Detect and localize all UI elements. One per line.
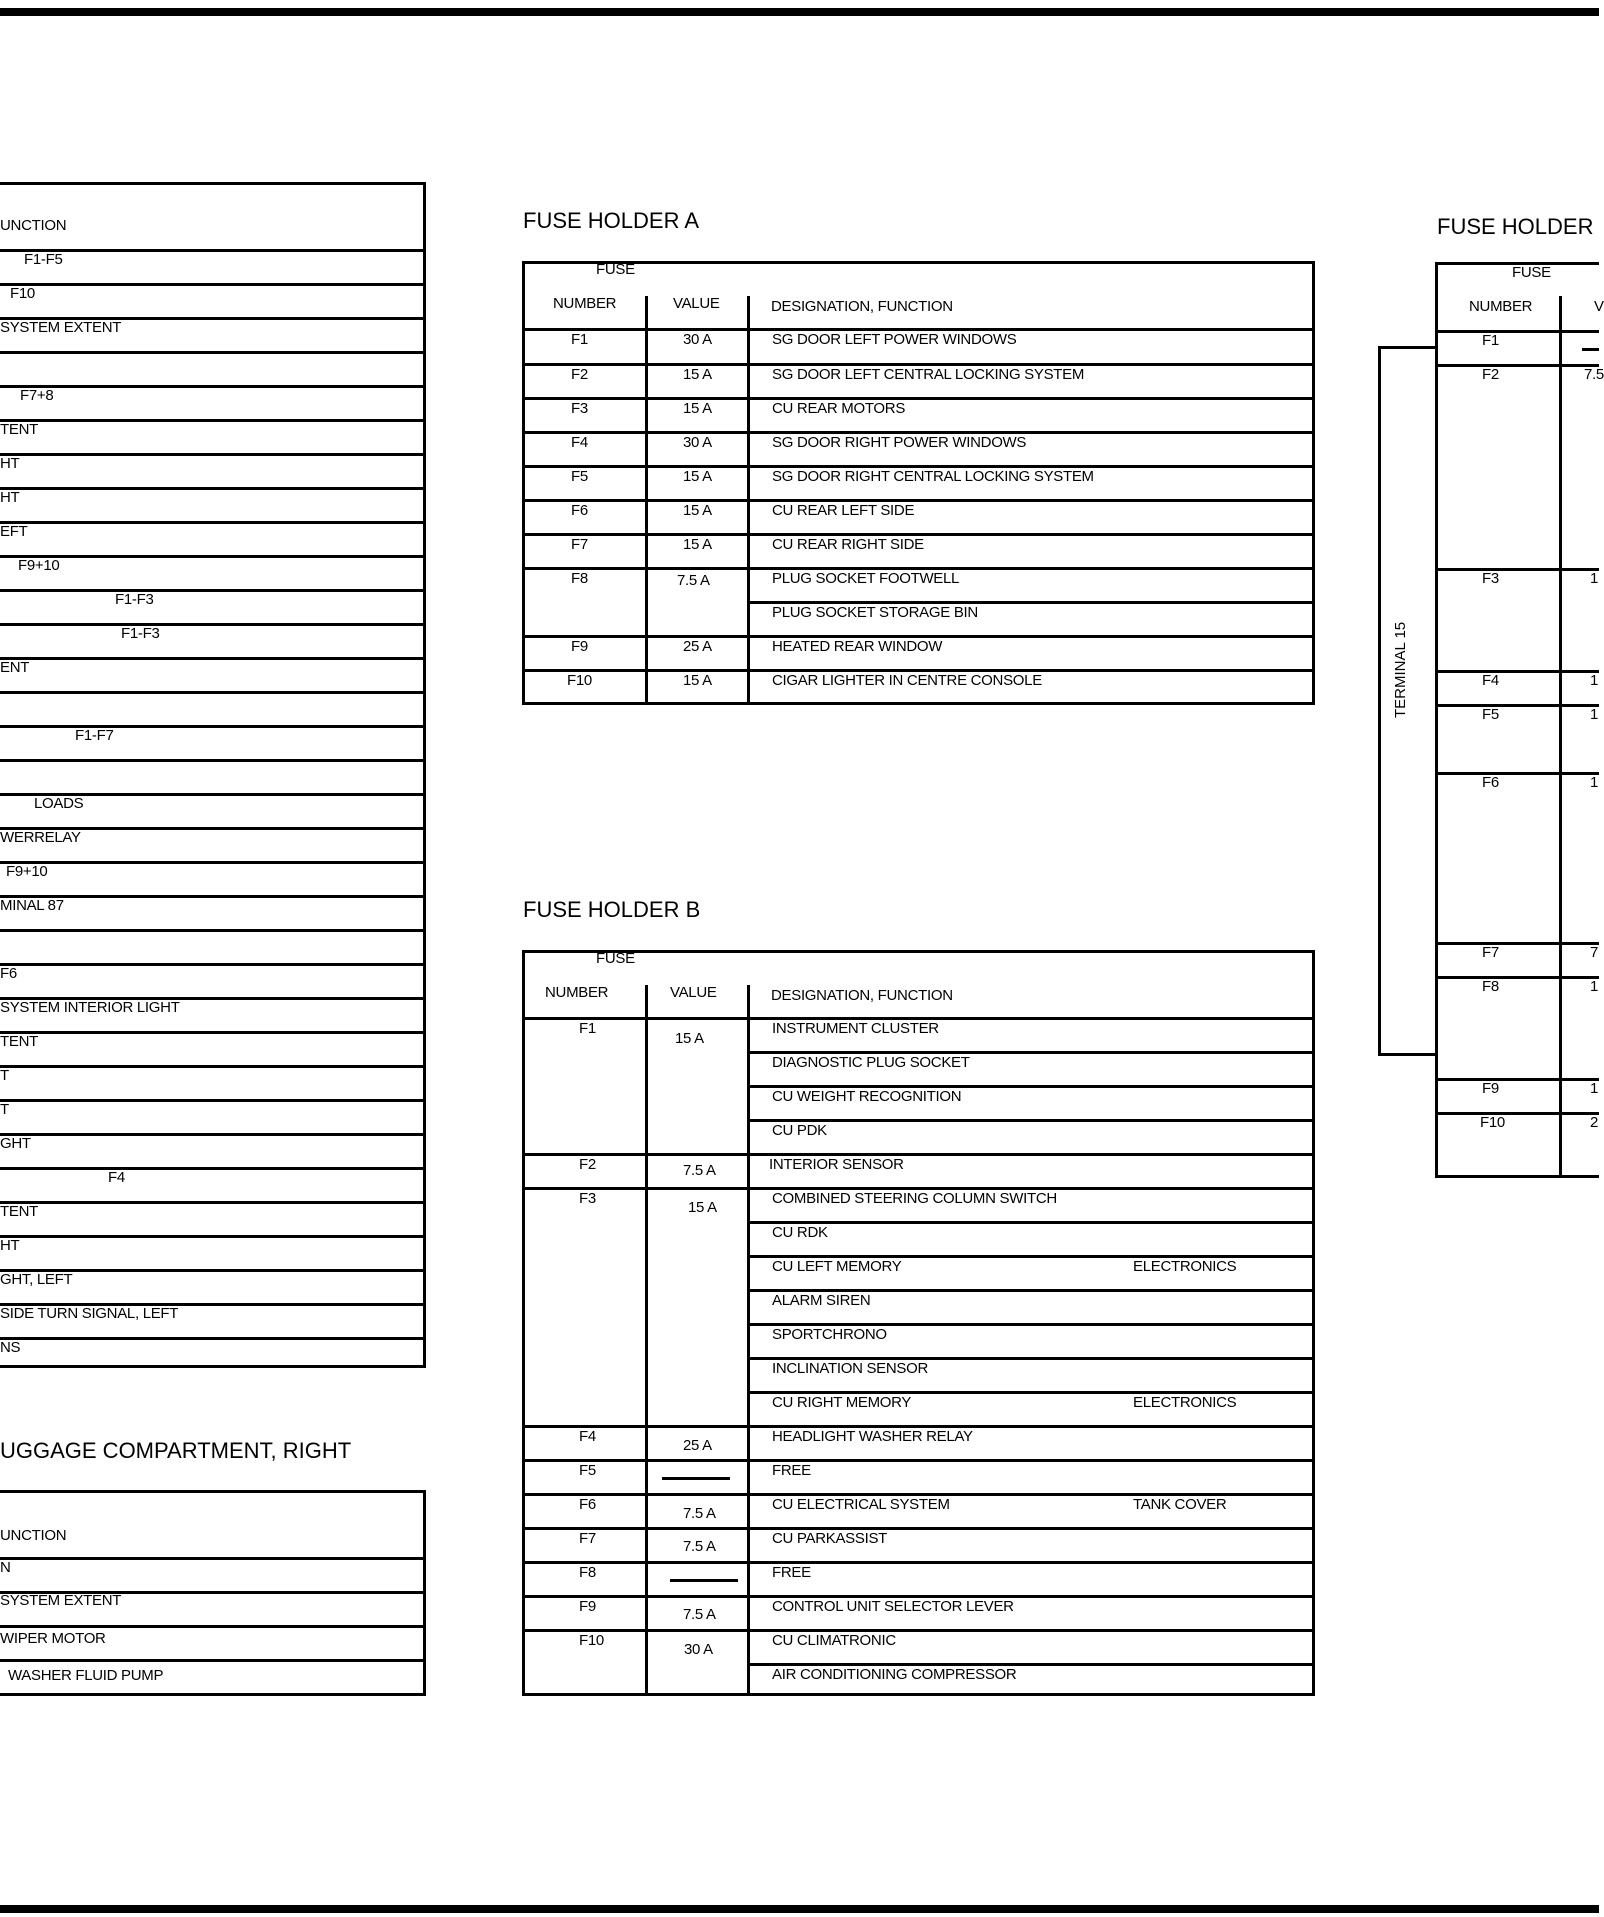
fuse-number: F2 [1482,366,1499,383]
fuse-number: F8 [1482,978,1499,995]
row-divider [0,725,426,728]
left-table-cell: SIDE TURN SIGNAL, LEFT [0,1305,179,1322]
fuse-designation: SG DOOR LEFT POWER WINDOWS [772,331,1017,348]
fuse-designation: CU WEIGHT RECOGNITION [772,1088,962,1105]
row-divider [0,691,426,694]
row-divider [522,1527,1315,1530]
row-divider [0,283,426,286]
fuse-number: F7 [1482,944,1499,961]
fuse-value-partial: 1 [1590,1080,1599,1097]
left-table-header: UNCTION [0,217,67,234]
row-divider [522,1153,1315,1156]
fuse-designation: CU REAR LEFT SIDE [772,502,915,519]
row-divider [1435,1112,1599,1115]
fuse-number: F8 [571,570,588,587]
fuse-value-partial: 1 [1590,978,1599,995]
fuse-number: F2 [579,1156,596,1173]
left-table-cell: F7+8 [20,387,54,404]
left-bottom-cell: WASHER FLUID PUMP [8,1667,164,1684]
row-divider [1435,568,1599,571]
fuse-number: F5 [1482,706,1499,723]
left-bottom-header: UNCTION [0,1527,67,1544]
fuse-designation: CIGAR LIGHTER IN CENTRE CONSOLE [772,672,1042,689]
fuse-designation: INTERIOR SENSOR [769,1156,904,1173]
row-divider [0,1031,426,1034]
fuse-number: F1 [1482,332,1499,349]
fuse-number: F1 [579,1020,596,1037]
terminal-bracket-bottom [1378,1053,1438,1056]
row-divider [0,1337,426,1340]
row-divider [0,1133,426,1136]
row-divider [522,702,1315,705]
left-table-cell: F1-F5 [24,251,63,268]
left-table-cell: F10 [10,285,35,302]
row-divider [522,1561,1315,1564]
fuse-designation: CU PDK [772,1122,827,1139]
fuse-designation: FREE [772,1564,811,1581]
fuse-value: 15 A [683,672,712,689]
fuse-number: F3 [1482,570,1499,587]
fuse-b-designation-header: DESIGNATION, FUNCTION [771,987,953,1004]
fuse-a-designation-header: DESIGNATION, FUNCTION [771,298,953,315]
fuse-value-partial: 1 [1590,570,1599,587]
fuse-number: F3 [571,400,588,417]
fuse-designation: INSTRUMENT CLUSTER [772,1020,939,1037]
free-dash [670,1579,738,1582]
fuse-designation: HEATED REAR WINDOW [772,638,943,655]
left-bottom-cell: WIPER MOTOR [0,1630,106,1647]
fuse-number: F6 [1482,774,1499,791]
fuse-number: F4 [579,1428,596,1445]
left-table-cell: T [0,1067,9,1084]
fuse-designation: CONTROL UNIT SELECTOR LEVER [772,1598,1014,1615]
row-divider [1435,670,1599,673]
fuse-designation: CU CLIMATRONIC [772,1632,896,1649]
bottom-border [0,1905,1599,1913]
fuse-number: F10 [1480,1114,1505,1131]
left-table-cell: F4 [108,1169,125,1186]
fuse-number: F10 [567,672,592,689]
fuse-a-fuse-header: FUSE [596,261,635,278]
left-table-cell: TENT [0,1203,38,1220]
left-table-cell: MINAL 87 [0,897,64,914]
electronics-label: ELECTRONICS [1133,1394,1237,1411]
left-table-cell: ENT [0,659,30,676]
left-table-cell: F1-F3 [121,625,160,642]
row-divider [0,1693,426,1696]
row-divider [0,487,426,490]
terminal-15-label: TERMINAL 15 [1392,621,1409,718]
fuse-value: 15 A [683,468,712,485]
fuse-value: 15 A [683,536,712,553]
fuse-designation: CU REAR RIGHT SIDE [772,536,924,553]
fuse-number: F3 [579,1190,596,1207]
row-divider [1435,942,1599,945]
fuse-value: 7.5 A [683,1162,716,1179]
fuse-designation: CU REAR MOTORS [772,400,906,417]
fuse-c-number-header: NUMBER [1469,298,1533,315]
fuse-value: 25 A [683,1437,712,1454]
left-bottom-cell: N [0,1559,11,1576]
row-divider [0,895,426,898]
row-divider [0,453,426,456]
row-divider [0,1167,426,1170]
row-divider [0,385,426,388]
fuse-c-fuse-header: FUSE [1512,264,1551,281]
fuse-number: F4 [1482,672,1499,689]
terminal-bracket-top [1378,346,1438,349]
fuse-designation: SG DOOR RIGHT CENTRAL LOCKING SYSTEM [772,468,1094,485]
fuse-value-partial: 1 [1590,672,1599,689]
fuse-value-partial: 1 [1590,706,1599,723]
left-table-cell: F9+10 [18,557,60,574]
row-divider [0,861,426,864]
row-divider [1435,704,1599,707]
fuse-number: F6 [571,502,588,519]
fuse-value: 7.5 A [677,572,710,589]
row-divider [0,1099,426,1102]
fuse-designation: CU RIGHT MEMORY [772,1394,912,1411]
fuse-value: 30 A [683,331,712,348]
fuse-number: F1 [571,331,588,348]
fuse-value: 30 A [683,434,712,451]
left-table-cell: F1-F3 [115,591,154,608]
fuse-value-partial: 7.5 [1584,366,1604,383]
row-divider [0,759,426,762]
row-divider [0,623,426,626]
row-divider [1435,772,1599,775]
fuse-value: 30 A [684,1641,713,1658]
left-table-cell: GHT [0,1135,31,1152]
fuse-value: 25 A [683,638,712,655]
left-table-cell: SYSTEM INTERIOR LIGHT [0,999,180,1016]
fuse-value: 15 A [683,502,712,519]
left-table-cell: LOADS [34,795,84,812]
free-dash [662,1477,730,1480]
fuse-value: 15 A [683,366,712,383]
row-divider [0,1659,426,1662]
left-bottom-cell: SYSTEM EXTENT [0,1592,122,1609]
fuse-number: F5 [579,1462,596,1479]
left-table-cell: HT [0,1237,20,1254]
fuse-value: 15 A [688,1199,717,1216]
fuse-designation: COMBINED STEERING COLUMN SWITCH [772,1190,1057,1207]
fuse-number: F9 [571,638,588,655]
row-divider [747,1221,1315,1224]
fuse-value: 7.5 A [683,1606,716,1623]
fuse-designation: SG DOOR LEFT CENTRAL LOCKING SYSTEM [772,366,1085,383]
fuse-designation: HEADLIGHT WASHER RELAY [772,1428,973,1445]
fuse-a-number-header: NUMBER [553,295,617,312]
row-divider [0,1065,426,1068]
fuse-designation: DIAGNOSTIC PLUG SOCKET [772,1054,970,1071]
row-divider [1435,364,1599,367]
fuse-number: F9 [1482,1080,1499,1097]
row-divider [0,1625,426,1628]
row-divider [0,1557,426,1560]
fuse-designation: CU RDK [772,1224,828,1241]
fuse-number: F9 [579,1598,596,1615]
row-divider [0,589,426,592]
fuse-value: 7.5 A [683,1538,716,1555]
fuse-holder-b-title: FUSE HOLDER B [523,897,701,922]
fuse-designation: PLUG SOCKET STORAGE BIN [772,604,978,621]
fuse-c-value-header: V [1594,298,1604,315]
left-table-cell: GHT, LEFT [0,1271,73,1288]
left-table-cell: F9+10 [6,863,48,880]
fuse-value: 15 A [683,400,712,417]
row-divider [0,1235,426,1238]
left-table-cell: WERRELAY [0,829,81,846]
electronics-label: ELECTRONICS [1133,1258,1237,1275]
row-divider [0,351,426,354]
fuse-value-partial: 7 [1590,944,1599,961]
fuse-designation: CU ELECTRICAL SYSTEM [772,1496,950,1513]
left-table-cell: F1-F7 [75,727,114,744]
left-table-cell: SYSTEM EXTENT [0,319,122,336]
terminal-bracket-side [1378,346,1381,1056]
left-table-cell: F6 [0,965,17,982]
fuse-designation: FREE [772,1462,811,1479]
fuse-designation: INCLINATION SENSOR [772,1360,929,1377]
row-divider [1435,330,1599,333]
row-divider [0,249,426,252]
left-table-cell: TENT [0,1033,38,1050]
left-table-cell: T [0,1101,9,1118]
fuse-number: F4 [571,434,588,451]
row-divider [522,397,1315,400]
fuse-designation: SPORTCHRONO [772,1326,887,1343]
left-table-cell: HT [0,489,20,506]
row-divider [522,1459,1315,1462]
fuse-number: F5 [571,468,588,485]
fuse-designation: CU LEFT MEMORY [772,1258,902,1275]
fuse-number: F10 [579,1632,604,1649]
fuse-holder-a-title: FUSE HOLDER A [523,208,700,233]
row-divider [522,1629,1315,1632]
row-divider [1435,1078,1599,1081]
fuse-designation-extra: TANK COVER [1133,1496,1227,1513]
row-divider [0,555,426,558]
fuse-b-value-header: VALUE [670,984,717,1001]
row-divider [0,419,426,422]
left-table-cell: HT [0,455,20,472]
fuse-designation: AIR CONDITIONING COMPRESSOR [772,1666,1017,1683]
fuse-b-fuse-header: FUSE [596,950,635,967]
fuse-b-number-header: NUMBER [545,984,609,1001]
fuse-number: F2 [571,366,588,383]
fuse-number: F8 [579,1564,596,1581]
fuse-value: 15 A [675,1030,704,1047]
row-divider [747,1119,1315,1122]
row-divider [0,657,426,660]
row-divider [522,499,1315,502]
fuse-number: F7 [571,536,588,553]
fuse-designation: PLUG SOCKET FOOTWELL [772,570,960,587]
row-divider [0,1201,426,1204]
left-table-cell: TENT [0,421,38,438]
top-border [0,8,1599,16]
left-table-cell: NS [0,1339,21,1356]
fuse-designation: ALARM SIREN [772,1292,871,1309]
fuse-value-partial: 2 [1590,1114,1599,1131]
fuse-value-partial: 1 [1590,774,1599,791]
free-dash [1582,348,1599,351]
row-divider [0,929,426,932]
fuse-holder-c-title: FUSE HOLDER [1437,214,1594,239]
row-divider [1435,976,1599,979]
fuse-designation: SG DOOR RIGHT POWER WINDOWS [772,434,1027,451]
fuse-designation: CU PARKASSIST [772,1530,888,1547]
fuse-a-value-header: VALUE [673,295,720,312]
fuse-value: 7.5 A [683,1505,716,1522]
fuse-number: F7 [579,1530,596,1547]
fuse-number: F6 [579,1496,596,1513]
left-bottom-title: UGGAGE COMPARTMENT, RIGHT [0,1438,352,1463]
row-divider [0,963,426,966]
row-divider [0,1365,426,1368]
row-divider [0,521,426,524]
left-table-cell: EFT [0,523,28,540]
